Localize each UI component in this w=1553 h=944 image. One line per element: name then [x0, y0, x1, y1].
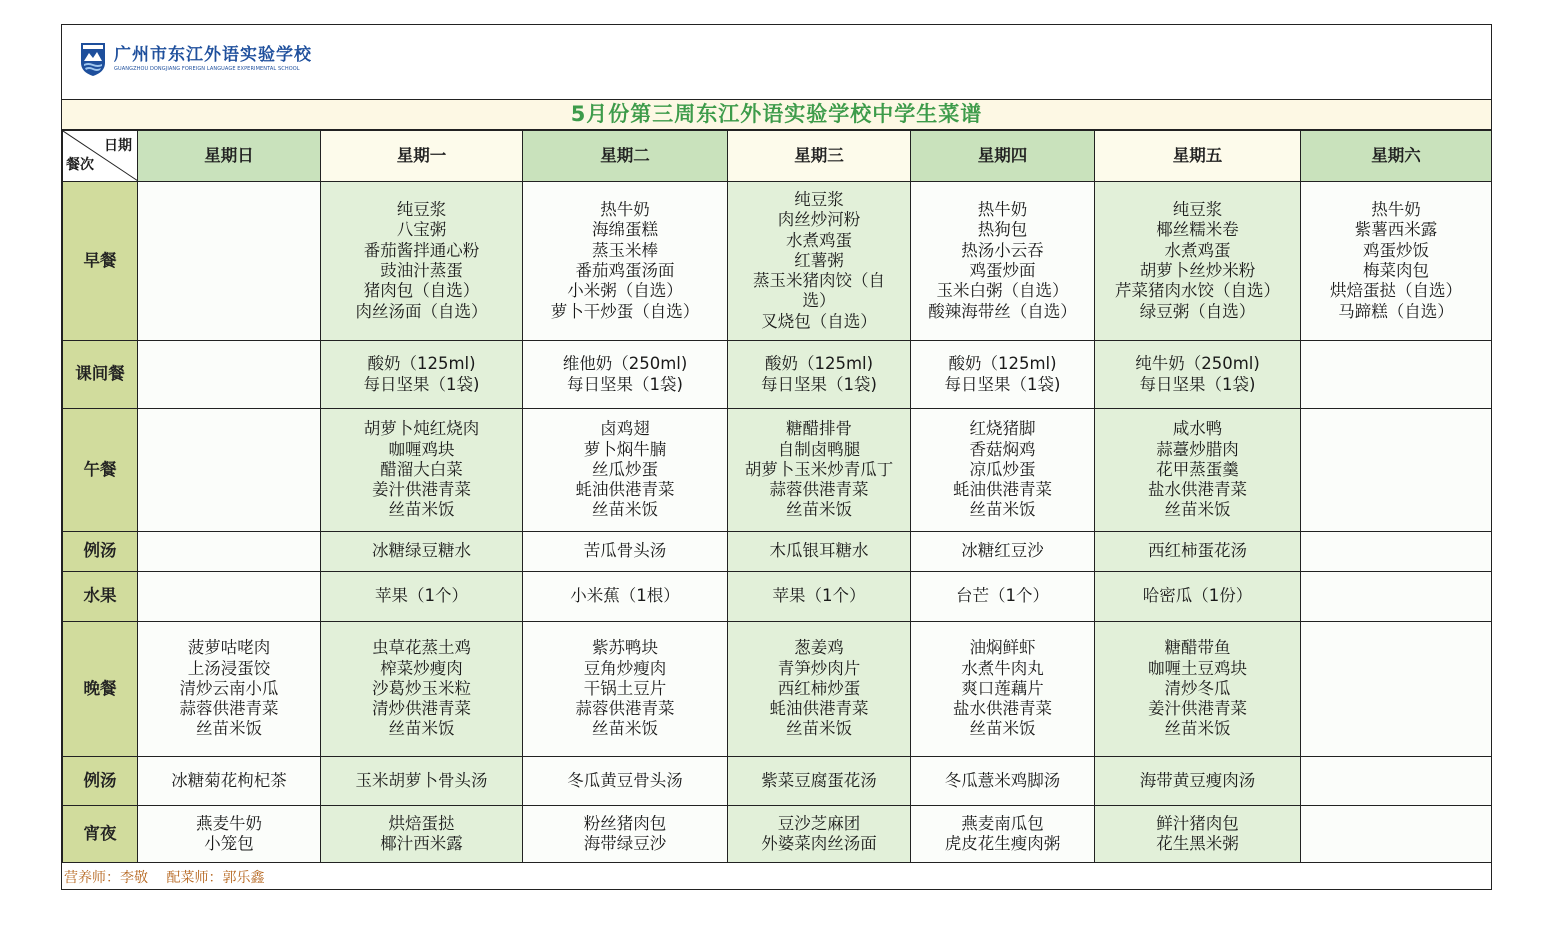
menu-cell — [523, 409, 728, 532]
dish-item: 芹菜猪肉水饺（自选） — [1115, 281, 1280, 301]
menu-cell — [523, 532, 728, 572]
dish-item: 热牛奶 — [977, 200, 1028, 220]
dish-item: 清炒云南小瓜 — [179, 678, 279, 698]
dish-item: 小米蕉（1根） — [570, 586, 680, 606]
dish-item: 丝苗米饭 — [592, 719, 658, 739]
dish-item: 番茄鸡蛋汤面 — [575, 261, 675, 280]
menu-cell — [138, 341, 321, 409]
dish-item: 虎皮花生瘦肉粥 — [944, 834, 1061, 853]
menu-cell — [728, 341, 911, 409]
menu-cell — [1301, 409, 1492, 532]
dish-item: 猪肉包（自选） — [363, 281, 480, 301]
dish-item: 水煮鸡蛋 — [1164, 240, 1231, 260]
dish-item: 哈密瓜（1份） — [1142, 586, 1253, 606]
dish-item: 马蹄糕（自选） — [1338, 301, 1454, 321]
school-name-cn: 广州市东江外语实验学校 — [114, 45, 312, 65]
meal-label: 例汤 — [63, 532, 138, 572]
dish-item: 绿豆粥（自选） — [1139, 301, 1256, 321]
menu-cell — [523, 572, 728, 622]
menu-cell — [911, 532, 1095, 572]
dish-item: 盐水供港青菜 — [1148, 480, 1247, 500]
dish-item: 椰丝糯米卷 — [1156, 220, 1239, 240]
menu-cell — [728, 806, 911, 863]
menu-cell — [1301, 622, 1492, 757]
menu-cell — [1095, 806, 1301, 863]
dish-item: 咸水鸭 — [1172, 419, 1223, 439]
corner-date-label: 日期 — [104, 138, 132, 154]
dish-item: 香菇焖鸡 — [969, 439, 1036, 459]
dish-item: 卤鸡翅 — [600, 419, 650, 439]
dish-item: 爽口莲藕片 — [961, 678, 1044, 698]
menu-cell — [523, 757, 728, 806]
dish-item: 台芒（1个） — [956, 586, 1049, 606]
dish-item: 胡萝卜丝炒米粉 — [1139, 261, 1256, 280]
menu-cell — [321, 409, 523, 532]
school-name-en: GUANGZHOU DONGJIANG FOREIGN LANGUAGE EXPERIMENTAL SCHOOL — [114, 66, 300, 72]
dish-item: 每日坚果（1袋) — [944, 374, 1061, 394]
menu-cell — [1301, 572, 1492, 622]
menu-cell — [728, 622, 911, 757]
dish-item: 冬瓜黄豆骨头汤 — [567, 770, 683, 790]
dish-item: 丝苗米饭 — [592, 500, 658, 520]
menu-cell — [321, 622, 523, 757]
dish-item: 冰糖菊花枸杞茶 — [171, 770, 287, 790]
dish-item: 紫苏鸭块 — [592, 638, 658, 658]
dish-item: 纯牛奶（250ml) — [1135, 354, 1260, 374]
dish-item: 花甲蒸蛋羹 — [1156, 459, 1239, 479]
dish-item: 醋溜大白菜 — [380, 459, 463, 479]
dish-item: 番茄酱拌通心粉 — [363, 240, 480, 260]
dish-item: 菠萝咕咾肉 — [187, 638, 271, 658]
menu-cell — [1095, 409, 1301, 532]
menu-body — [63, 182, 1492, 863]
menu-cell — [523, 622, 728, 757]
meal-label: 早餐 — [63, 182, 138, 341]
dish-item: 每日坚果（1袋) — [1139, 374, 1256, 394]
menu-cell — [1301, 532, 1492, 572]
menu-cell — [911, 757, 1095, 806]
day-header: 星期二 — [523, 131, 728, 182]
menu-cell — [1095, 182, 1301, 341]
day-header: 星期六 — [1301, 131, 1492, 182]
dish-item: 鲜汁猪肉包 — [1156, 813, 1239, 833]
menu-cell — [523, 341, 728, 409]
dish-item: 烘焙蛋挞（自选） — [1330, 281, 1462, 301]
dish-item: 木瓜银耳糖水 — [769, 541, 869, 561]
dish-item: 丝苗米饭 — [969, 500, 1036, 520]
day-header: 星期三 — [728, 131, 911, 182]
dish-item: 蒜蓉供港青菜 — [769, 480, 869, 500]
dish-item: 红薯粥 — [794, 250, 844, 270]
meal-row — [63, 757, 1492, 806]
dish-item: 蚝油供港青菜 — [769, 699, 869, 719]
dish-item: 清炒冬瓜 — [1164, 678, 1231, 698]
dish-item: 红烧猪脚 — [969, 419, 1036, 439]
menu-cell — [911, 341, 1095, 409]
dish-item: 蚝油供港青菜 — [575, 480, 675, 500]
menu-cell — [138, 532, 321, 572]
dish-item: 葱姜鸡 — [794, 638, 844, 658]
dish-item: 每日坚果（1袋) — [567, 374, 683, 394]
dish-item: 丝苗米饭 — [196, 719, 262, 739]
dish-item: 肉丝汤面（自选） — [355, 301, 488, 321]
dish-item: 叉烧包（自选） — [761, 311, 877, 331]
meal-label: 水果 — [63, 572, 138, 622]
dish-item: 西红柿炒蛋 — [777, 678, 861, 698]
dish-item: 八宝粥 — [396, 220, 447, 240]
menu-cell — [1301, 806, 1492, 863]
dish-item: 丝苗米饭 — [786, 719, 852, 739]
dish-item: 冰糖红豆沙 — [961, 541, 1044, 561]
dish-item: 水煮牛肉丸 — [961, 658, 1044, 678]
dish-item: 糖醋带鱼 — [1164, 638, 1231, 658]
meal-row — [63, 532, 1492, 572]
menu-cell — [523, 182, 728, 341]
planner-credit: 配菜师：郭乐鑫 — [166, 870, 265, 886]
menu-cell — [911, 622, 1095, 757]
dish-item: 酸奶（125ml) — [764, 354, 874, 374]
dish-item: 玉米白粥（自选） — [936, 281, 1069, 301]
menu-cell — [321, 806, 523, 863]
menu-cell — [728, 757, 911, 806]
day-header: 星期五 — [1095, 131, 1301, 182]
meal-row — [63, 341, 1492, 409]
dish-item: 蒜薹炒腊肉 — [1156, 439, 1239, 459]
dish-item: 榨菜炒瘦肉 — [380, 658, 463, 678]
dish-item: 热牛奶 — [600, 200, 650, 220]
dish-item: 选） — [802, 291, 836, 311]
dish-item: 姜汁供港青菜 — [1148, 699, 1247, 719]
meal-row — [63, 572, 1492, 622]
dish-item: 清炒供港青菜 — [372, 699, 471, 719]
menu-cell — [321, 532, 523, 572]
dish-item: 纯豆浆 — [1172, 200, 1223, 220]
dish-item: 冰糖绿豆糖水 — [372, 541, 471, 561]
menu-cell — [1095, 622, 1301, 757]
school-crest-icon — [80, 41, 106, 77]
menu-cell — [1095, 532, 1301, 572]
dish-item: 糖醋排骨 — [786, 419, 852, 439]
dish-item: 苹果（1个） — [375, 586, 468, 606]
meal-label: 宵夜 — [63, 806, 138, 863]
dish-item: 丝苗米饭 — [969, 719, 1036, 739]
dish-item: 小米粥（自选） — [567, 281, 683, 301]
footer-credits — [64, 867, 278, 887]
dish-item: 丝苗米饭 — [786, 500, 852, 520]
menu-sheet — [61, 24, 1492, 890]
dish-item: 酸辣海带丝（自选） — [928, 301, 1077, 321]
menu-cell — [138, 182, 321, 341]
meal-row — [63, 182, 1492, 341]
menu-cell — [138, 572, 321, 622]
dish-item: 豆角炒瘦肉 — [583, 658, 667, 678]
day-header: 星期一 — [321, 131, 523, 182]
dish-item: 丝苗米饭 — [1164, 719, 1231, 739]
nutritionist-credit: 营养师：李敬 — [64, 870, 148, 886]
dish-item: 小笼包 — [204, 834, 254, 853]
meal-row — [63, 806, 1492, 863]
day-header: 星期日 — [138, 131, 321, 182]
dish-item: 上汤浸蛋饺 — [187, 658, 271, 678]
dish-item: 水煮鸡蛋 — [786, 230, 852, 250]
menu-cell — [321, 182, 523, 341]
dish-item: 咖喱土豆鸡块 — [1148, 658, 1247, 678]
dish-item: 蒜蓉供港青菜 — [575, 699, 675, 719]
dish-item: 花生黑米粥 — [1156, 834, 1239, 853]
dish-item: 燕麦南瓜包 — [961, 813, 1044, 833]
dish-item: 萝卜干炒蛋（自选） — [550, 301, 700, 321]
menu-cell — [138, 806, 321, 863]
menu-cell — [321, 572, 523, 622]
dish-item: 每日坚果（1袋) — [761, 374, 877, 394]
dish-item: 椰汁西米露 — [380, 834, 463, 853]
dish-item: 粉丝猪肉包 — [583, 813, 667, 833]
dish-item: 丝瓜炒蛋 — [592, 459, 658, 479]
dish-item: 热狗包 — [977, 220, 1028, 240]
menu-cell — [138, 757, 321, 806]
menu-cell — [728, 532, 911, 572]
dish-item: 豆沙芝麻团 — [777, 813, 861, 833]
corner-cell — [63, 131, 138, 182]
dish-item: 凉瓜炒蛋 — [969, 459, 1036, 479]
school-header — [62, 25, 1491, 100]
meal-row — [63, 409, 1492, 532]
meal-label: 课间餐 — [63, 341, 138, 409]
dish-item: 热牛奶 — [1371, 200, 1421, 220]
dish-item: 姜汁供港青菜 — [372, 480, 471, 500]
menu-cell — [911, 409, 1095, 532]
dish-item: 沙葛炒玉米粒 — [372, 678, 471, 698]
corner-meal-label: 餐次 — [66, 156, 94, 173]
menu-cell — [1301, 341, 1492, 409]
meal-row — [63, 622, 1492, 757]
dish-item: 鸡蛋炒面 — [969, 261, 1036, 280]
menu-cell — [911, 806, 1095, 863]
dish-item: 海带黄豆瘦肉汤 — [1139, 770, 1256, 790]
menu-cell — [728, 409, 911, 532]
dish-item: 虫草花蒸土鸡 — [372, 638, 471, 658]
dish-item: 维他奶（250ml) — [562, 354, 688, 374]
dish-item: 梅菜肉包 — [1363, 261, 1429, 280]
dish-item: 玉米胡萝卜骨头汤 — [355, 770, 488, 790]
dish-item: 纯豆浆 — [794, 189, 844, 209]
menu-cell — [138, 622, 321, 757]
dish-item: 丝苗米饭 — [1164, 500, 1231, 520]
menu-cell — [1301, 182, 1492, 341]
dish-item: 燕麦牛奶 — [196, 813, 262, 833]
dish-item: 萝卜焖牛腩 — [583, 439, 667, 459]
menu-cell — [1095, 757, 1301, 806]
menu-cell — [523, 806, 728, 863]
dish-item: 紫薯西米露 — [1354, 220, 1438, 240]
menu-title: 5月份第三周东江外语实验学校中学生菜谱 — [62, 100, 1491, 130]
meal-label: 例汤 — [63, 757, 138, 806]
dish-item: 紫菜豆腐蛋花汤 — [761, 770, 877, 790]
dish-item: 外婆菜肉丝汤面 — [761, 834, 877, 853]
meal-label: 午餐 — [63, 409, 138, 532]
dish-item: 胡萝卜玉米炒青瓜丁 — [744, 459, 894, 479]
day-header: 星期四 — [911, 131, 1095, 182]
dish-item: 苦瓜骨头汤 — [583, 541, 667, 561]
dish-item: 苹果（1个） — [772, 586, 866, 606]
menu-cell — [138, 409, 321, 532]
menu-cell — [911, 182, 1095, 341]
dish-item: 烘焙蛋挞 — [388, 813, 455, 833]
dish-item: 油焖鲜虾 — [969, 638, 1036, 658]
dish-item: 蒸玉米棒 — [592, 240, 658, 260]
menu-cell — [728, 572, 911, 622]
dish-item: 蒜蓉供港青菜 — [179, 699, 279, 719]
dish-item: 每日坚果（1袋) — [363, 374, 480, 394]
dish-item: 肉丝炒河粉 — [777, 210, 861, 230]
dish-item: 胡萝卜炖红烧肉 — [363, 419, 480, 439]
menu-cell — [1301, 757, 1492, 806]
dish-item: 丝苗米饭 — [388, 719, 455, 739]
dish-item: 海带绿豆沙 — [583, 834, 667, 853]
menu-cell — [1095, 341, 1301, 409]
school-logo — [80, 41, 312, 77]
dish-item: 蚝油供港青菜 — [953, 480, 1052, 500]
dish-item: 西红柿蛋花汤 — [1148, 541, 1247, 561]
weekly-menu-table — [62, 130, 1492, 863]
menu-cell — [911, 572, 1095, 622]
dish-item: 干锅土豆片 — [583, 678, 667, 698]
dish-item: 豉油汁蒸蛋 — [380, 261, 463, 280]
dish-item: 鸡蛋炒饭 — [1363, 240, 1429, 260]
dish-item: 酸奶（125ml) — [367, 354, 476, 374]
dish-item: 丝苗米饭 — [388, 500, 455, 520]
dish-item: 海绵蛋糕 — [592, 220, 658, 240]
dish-item: 青笋炒肉片 — [777, 658, 861, 678]
dish-item: 自制卤鸭腿 — [777, 439, 861, 459]
dish-item: 盐水供港青菜 — [953, 699, 1052, 719]
dish-item: 咖喱鸡块 — [388, 439, 455, 459]
dish-item: 酸奶（125ml) — [948, 354, 1057, 374]
menu-cell — [728, 182, 911, 341]
dish-item: 纯豆浆 — [396, 200, 447, 220]
menu-cell — [1095, 572, 1301, 622]
meal-label: 晚餐 — [63, 622, 138, 757]
dish-item: 冬瓜薏米鸡脚汤 — [944, 770, 1061, 790]
dish-item: 热汤小云吞 — [961, 240, 1044, 260]
day-header-row — [63, 131, 1492, 182]
menu-cell — [321, 341, 523, 409]
menu-cell — [321, 757, 523, 806]
dish-item: 蒸玉米猪肉饺（自 — [753, 271, 885, 291]
